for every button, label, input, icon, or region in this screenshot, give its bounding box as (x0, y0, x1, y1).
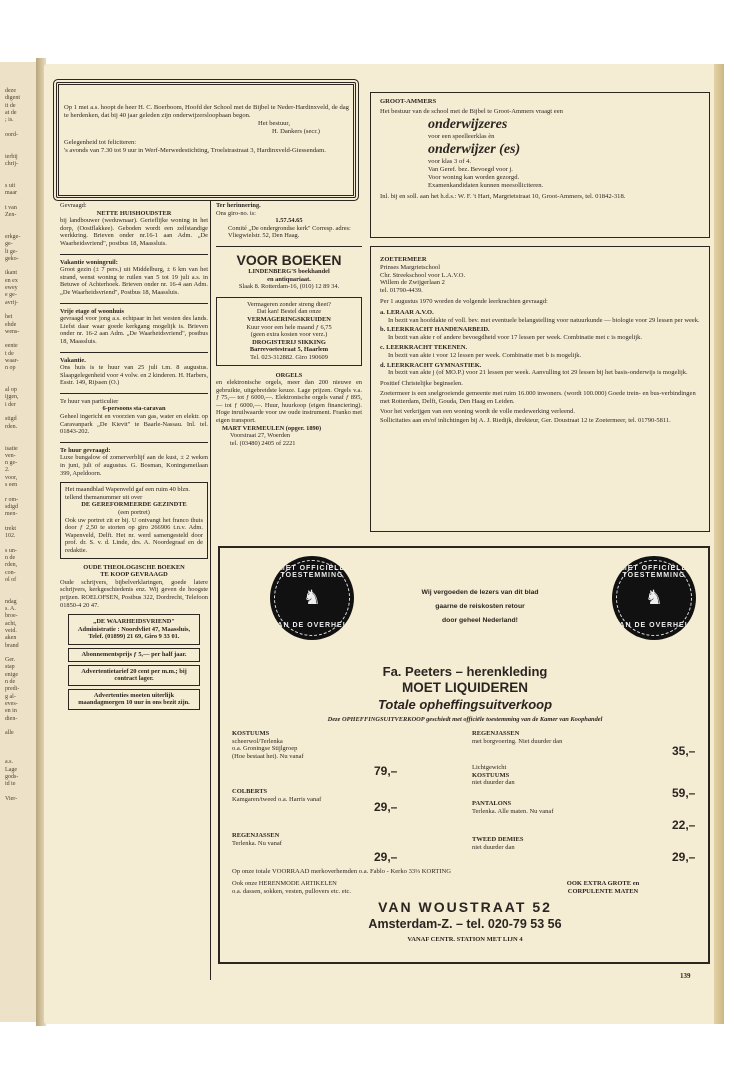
prev-page-fragment (0, 431, 39, 438)
books-shop: LINDENBERG'S boekhandel (248, 267, 330, 275)
prev-page-fragment: ierbij (5, 153, 18, 160)
vacancy-title: b. LEERKRACHT HANDENARBEID. (380, 326, 490, 334)
prev-page-fragment: n op (5, 365, 16, 372)
notice-sign2: H. Dankers (secr.) (272, 128, 320, 135)
prev-page-fragment (0, 745, 39, 752)
books-address: Slaak 8. Rotterdam-16, (010) 12 89 34. (238, 283, 340, 291)
prev-page-fragment (0, 438, 39, 445)
ad-body: Sollicitaties aan en/of inlichtingen bij A. J. Riedijk, direkteur, Ger. Doustraat 12 te Zoetermeer, tel. 01790-5811. (380, 417, 671, 425)
prev-page-fragment (0, 409, 39, 416)
prev-page-fragment: het (5, 314, 13, 321)
prev-page-fragment: en ex (5, 277, 18, 284)
prev-page-fragment: dien- (5, 715, 18, 722)
prev-page-fragment: n ge- (5, 460, 18, 467)
school-line: Prinses Margrietschool (380, 263, 440, 271)
prev-page-fragment: lt ge- (5, 248, 18, 255)
school-line: tel. 01790-4439. (380, 287, 423, 295)
shop-directions: VANAF CENTR. STATION MET LIJN 4 (407, 936, 523, 943)
school-line: Chr. Streekschool voor L.A.V.O. (380, 271, 466, 279)
prev-page-fragment: r om- (5, 496, 19, 503)
prev-page-fragment (0, 540, 39, 547)
previous-page-edge (0, 62, 40, 1022)
ad-body: Geheel ingericht en voorzien van gas, water en elektr. op Caravanpark „De Kievit" te Baarle-Nassau. Inl. tel. 01843-202. (60, 413, 208, 436)
prev-page-fragment: rden. (5, 423, 18, 430)
ad-body: Voor woning kan worden gezorgd. (428, 174, 520, 181)
ad-title: TE KOOP GEVRAAGD (100, 571, 168, 579)
subscription-box (68, 648, 200, 662)
prev-page-fragment: digent (5, 95, 20, 102)
ad-body: bij landbouwer (weduwnaar). Gerieflijke woning in het dorp, (Oostflakkee). Geboden wordt een zelfstandige werkkring. Brieven onder nr.16-1 aan Adm. „De Waarheidsvriend", postbus 18, Maassluis. (60, 217, 208, 247)
ad-body: Luxe bungalow of zomerverblijf aan de kust, ± 2 weken in juni, juli of augustus. G. Bosman, Koningsmeilaan 399, Apeldoorn. (60, 454, 208, 477)
ad-body: Het maandblad Wapenveld gaf een ruim 40 blzn. tellend themanummer uit over (65, 486, 191, 501)
adm-body: Administratie : Noordvliet 47, Maassluis, Telef. (01899) 21 69, Giro 9 33 01. (77, 625, 191, 641)
prev-page-fragment: n de (5, 555, 16, 561)
prev-page-fragment: con- (5, 569, 16, 576)
job-title-1: onderwijzeres (428, 117, 508, 132)
travel-refund (370, 586, 590, 628)
prev-page-fragment: sdigd (5, 503, 19, 510)
item-regenjassen-2 (232, 832, 432, 847)
price-pantalons: 22,– (672, 818, 696, 832)
column-rule (210, 200, 211, 980)
prev-page-fragment (0, 307, 39, 314)
divider (60, 442, 208, 443)
organs-title: ORGELS (275, 371, 303, 379)
official-permission-seal-right (612, 556, 696, 640)
prev-page-fragment (0, 176, 39, 183)
prev-page-fragment: gods- (5, 773, 19, 780)
prev-page-fragment: predi- (5, 686, 20, 693)
ad-phone: Tel. 023-312882. Giro 190609 (250, 353, 328, 361)
job-title-2: onderwijzer (es) (428, 142, 521, 157)
prev-page-fragment (0, 336, 39, 343)
accessories (232, 880, 462, 895)
item-title: TWEED DEMIES (472, 836, 524, 843)
prev-page-fragment: avrij- (5, 299, 18, 306)
prev-page-fragment: t van (5, 204, 17, 211)
ad-body: Zoetermeer is een snelgroeiende gemeente met ruim 16.000 inwoners. (wordt 100.000) Goede trein- en bus-verbindingen met Rotterdam, Delft, Gouda, Den Haag en Leiden. (380, 389, 696, 405)
prev-page-fragment: ijgen, (5, 394, 19, 401)
seal-text-top: MET OFFICIËLE TOESTEMMING (278, 565, 346, 579)
item-desc: scheerwol/Terlenka (232, 737, 283, 745)
prev-page-fragment: g al- (5, 693, 16, 700)
notice-gel2: 's avonds van 7.30 tot 9 uur in Werf-Merwedestichting, Troelstrastraat 3, Hardinxveld-Giessendam. (64, 147, 326, 154)
item-colberts (232, 788, 432, 803)
item-desc: Terlenka. Nu vanaf (232, 839, 282, 847)
notice-body: Op 1 mei a.s. hoopt de heer H. C. Boerboom, Hoofd der School met de Bijbel te Neder-Hardinxveld, de dag te herdenken, dat bij 40 jaar geleden zijn onderwijzersloopbaan begon. (64, 104, 349, 119)
prev-page-fragment: stigd (5, 416, 17, 423)
ad-label: Vakantie woningruil: (60, 258, 118, 266)
ad-footer: Inl. bij en soll. aan het h.d.s.: W. F. 't Hart, Margrietstraat 10, Groot-Ammers, tel. 01842-318. (380, 193, 626, 200)
item-desc: o.a. Groningse Stijlgroep (232, 745, 298, 753)
prev-page-fragment: s un- (5, 547, 17, 554)
ad-title: NETTE HUISHOUDSTER (96, 209, 172, 217)
prev-page-fragment: geko- (5, 255, 19, 262)
prev-page-fragment (0, 219, 39, 226)
vacancy-body: In bezit van akte i voor 12 lessen per week. Combinatie met b is mogelijk. (388, 351, 582, 359)
prev-page-fragment (0, 789, 39, 796)
accessories-line: Ook onze HERENMODE ARTIKELEN (232, 880, 337, 887)
prev-page-fragment (0, 380, 39, 387)
divider (216, 246, 362, 247)
item-title: KOSTUUMS (472, 771, 510, 779)
prev-page-fragment: men- (5, 511, 18, 518)
prev-page-fragment: waar- (5, 357, 19, 364)
shirts-discount: Op onze totale VOORRAAD merkoverhemden o.a. Fablo - Kerko 33⅓ KORTING (232, 868, 452, 875)
ad-body: voor klas 3 of 4. (428, 158, 472, 165)
prev-page-fragment: a.s. (5, 759, 13, 766)
prev-page-fragment: it de (5, 102, 16, 109)
prev-page-fragment: broe- (5, 613, 18, 620)
item-tweed-demies (472, 836, 672, 851)
prev-page-fragment: ol of (5, 576, 17, 583)
ad-body: Kuur voor een hele maand ƒ 6,75 (246, 323, 332, 331)
lion-icon: ♞ (303, 587, 321, 609)
refund-line: gaarne de reiskosten retour (435, 603, 525, 610)
price-tweed-demies: 29,– (672, 850, 696, 864)
prev-page-fragment: ehde (5, 321, 17, 328)
divider (60, 254, 208, 255)
prev-page-fragment: rden, (5, 562, 18, 569)
prev-page-fragment: wens- (5, 328, 20, 335)
item-desc: niet duurder dan (472, 843, 515, 851)
item-desc: Lichtgewicht (472, 764, 507, 771)
prev-page-fragment (0, 489, 39, 496)
ad-address: Barrevoetestraat 5, Haarlem (249, 346, 329, 354)
prev-page-fragment: en in (5, 708, 17, 715)
prev-page-fragment: al op (5, 387, 17, 394)
ad-intro: Het bestuur van de school met de Bijbel te Groot-Ammers vraagt een (380, 108, 563, 115)
ad-body: Ons giro-no. is: (216, 209, 256, 217)
vacancy-title: d. LEERKRACHT GYMNASTIEK. (380, 361, 482, 369)
prev-page-fragment (0, 591, 39, 598)
price-kostuums: 79,– (374, 764, 398, 778)
prev-page-fragment: ge- (5, 241, 13, 248)
item-title: REGENJASSEN (232, 832, 280, 839)
notice-sign1: Het bestuur, (258, 120, 290, 127)
prev-page-fragment: id te (5, 781, 16, 788)
prev-page-fragment (0, 723, 39, 730)
prev-page-fragment: ewey (5, 285, 18, 292)
seal-text-bottom: VAN DE OVERHEID (614, 622, 694, 629)
prev-page-fragment: ven- (5, 452, 16, 459)
ad-label: Vrije etage of woonhuis (60, 307, 124, 315)
divider (60, 393, 208, 394)
prev-page-fragment (0, 263, 39, 270)
shop-city-phone: Amsterdam-Z. – tel. 020-79 53 56 (368, 917, 562, 931)
lion-icon: ♞ (645, 587, 663, 609)
refund-line: Wij vergoeden de lezers van dit blad (421, 589, 539, 596)
prev-page-fragment (0, 227, 39, 234)
prev-page-fragment: eente (5, 343, 18, 350)
prev-page-fragment: ; is. (5, 117, 14, 124)
ad-body: Vermageren zonder streng dieet? (247, 300, 331, 308)
prev-page-fragment: e ge- (5, 292, 17, 299)
prev-page-fragment (0, 197, 39, 204)
prev-page-fragment: Lage (5, 766, 17, 773)
prev-page-fragment: acht, (5, 620, 17, 627)
price-light-kostuums: 59,– (672, 786, 696, 800)
prev-page-fragment: brand (5, 642, 19, 649)
prev-page-fragment (0, 168, 39, 175)
ad-place: ZOETERMEER (380, 256, 427, 263)
ad-intro: Per 1 augustus 1970 worden de volgende leerkrachten gevraagd: (380, 297, 548, 305)
ad-title: DE GEREFORMEERDE GEZINDTE (81, 501, 187, 509)
item-regenjassen (472, 730, 672, 745)
item-title: PANTALONS (472, 800, 512, 807)
deadline-box (68, 689, 200, 710)
peeters-heading: Fa. Peeters – herenkleding (382, 664, 548, 679)
ad-title: DROGISTERIJ SIKKING (252, 338, 326, 346)
prev-page-fragment: at de (5, 109, 17, 116)
page-edge-right (714, 64, 724, 1024)
liquidation-heading: MOET LIQUIDEREN (401, 680, 528, 695)
seal-text-bottom: VAN DE OVERHEID (272, 622, 352, 629)
prev-page-fragment: alle (5, 730, 14, 737)
ad-rate: Advertentietarief 20 cent per m.m.; bij contract lager. (81, 667, 187, 683)
ad-body: (geen extra kosten voor verz.) (250, 331, 328, 339)
prev-page-fragment (0, 650, 39, 657)
prev-page-fragment: i der (5, 401, 16, 408)
item-desc: (Hoe bestaat het). Nu vanaf (232, 752, 304, 760)
item-title: KOSTUUMS (232, 730, 270, 737)
prev-page-fragment: voor, (5, 474, 18, 481)
prev-page-fragment: Ger. (5, 657, 16, 664)
prev-page-fragment: 102. (5, 533, 16, 540)
slimming-ad (216, 297, 362, 366)
item-title: COLBERTS (232, 788, 268, 795)
vacancy-body: In bezit van akte j (of MO.P.) voor 21 lessen per week. Aanvulling tot 29 lessen bij het basis-onderwijs is mogelijk. (388, 369, 688, 377)
prev-page-fragment: erkge- (5, 233, 21, 240)
prev-page-fragment: ikant (5, 270, 17, 277)
subscription-price: Abonnementsprijs ƒ 5,— per half jaar. (81, 650, 187, 658)
prev-page-fragment: chrij- (5, 160, 18, 167)
administration-box (68, 614, 200, 645)
left-column (60, 202, 208, 713)
divider (60, 352, 208, 353)
prev-page-fragment: maar (5, 190, 17, 197)
prev-page-fragment (0, 519, 39, 526)
prev-page-fragment: s. A. (5, 606, 16, 613)
item-desc: met borgvoering. Niet duurder dan (472, 737, 563, 745)
item-title: REGENJASSEN (472, 730, 520, 737)
prev-page-fragment: Vier- (5, 795, 18, 802)
prev-page-fragment: Zen- (5, 212, 17, 219)
ad-title: OUDE THEOLOGISCHE BOEKEN (83, 563, 185, 571)
extra-sizes (508, 880, 698, 895)
ad-body: Ook uw portret zit er bij. U ontvangt het franco thuis door ƒ 2,50 te storten op giro 266906 t.n.v. Adm. Wapenveld, Delft. Het nr. werd samengesteld door prof. dr. S. v. d. Linde, drs. A. Noordegraaf en de redaktie. (65, 516, 203, 554)
wapenveld-ad (60, 482, 208, 558)
ad-place: GROOT-AMMERS (380, 98, 437, 105)
ad-label: Te huur van particulier (60, 397, 119, 405)
clearance-subline: Deze OPHEFFINGSUITVERKOOP geschiedt met officiële toestemming van de Kamer van Koophandel (327, 716, 603, 723)
prev-page-fragment (0, 737, 39, 744)
groot-ammers-content (380, 98, 702, 201)
ad-body: Dat kan! Bestel dan onze (256, 308, 322, 316)
official-permission-seal-left (270, 556, 354, 640)
ad-body: Van Geref. bez. Bevoegd voor j. (428, 166, 513, 173)
sizes-line: CORPULENTE MATEN (567, 887, 639, 895)
ad-label: Vakantie. (60, 356, 86, 364)
prev-page-fragment: eves- (5, 700, 18, 707)
prev-page-fragment: s een (5, 482, 18, 489)
adm-title: „DE WAARHEIDSVRIEND" (93, 618, 175, 626)
page-number: 139 (680, 972, 691, 980)
ad-body: Positief Christelijke beginselen. (380, 380, 463, 388)
vacancy-body: In bezit van akte r of andere bevoegdheid voor 17 lessen per week. Combinatie met c is mogelijk. (388, 334, 642, 342)
ad-rate-box (68, 665, 200, 686)
seal-text-top: MET OFFICIËLE TOESTEMMING (620, 565, 688, 579)
ad-body: Groot gezin (± 7 pers.) uit Middelburg, ± 6 km van het strand, wenst woning te ruilen van 5 tot 19 juli a.s. in Betuwe of Achterhoek. Brieven onder nr. 16-4 aan Adm. „De Waarheidsvriend", Postbus 18, Maassluis. (60, 266, 208, 296)
prev-page-fragment: enige (5, 671, 18, 678)
ad-label: Te huur gevraagd: (60, 446, 111, 454)
anniversary-notice (64, 104, 350, 155)
price-regenjassen-2: 29,– (374, 850, 398, 864)
vacancy-title: a. LERAAR A.V.O. (380, 308, 434, 316)
ad-body: Oude schrijvers, bijbelverklaringen, goede latere schrijvers, kerkgeschiedenis enz. Wij geven de hoogste prijzen. ROELOFSEN, Postbus 322, Dordrecht, Telefoon 01850-4 20 47. (60, 578, 208, 609)
prev-page-fragment (0, 373, 39, 380)
organs-body: en elektronische orgels, meer dan 200 nieuwe en gebruikte, uitgebreidste keuze. Lage prijzen. Orgels v.a. ƒ 75,— tot ƒ 6000,—. Elektronische orgels vanaf ƒ 895,— tot ƒ 6000,—. Huur, huurkoop (eigen financiering). Hoge inruilwaarde voor uw oude instrument. Franko met eigen transport. (216, 379, 362, 425)
prev-page-fragment: 2. (5, 467, 10, 474)
ad-label: Ter herinnering. (216, 202, 261, 209)
prev-page-fragment: s uit (5, 182, 16, 189)
ad-label: Gevraagd: (60, 202, 87, 209)
shop-address: VAN WOUSTRAAT 52 (378, 899, 552, 915)
prev-page-fragment: aken (5, 635, 17, 642)
prev-page-fragment: deze (5, 88, 16, 94)
books-shop2: en antiquariaat. (267, 275, 311, 283)
ad-body: voor een speelleerklas èn (428, 133, 495, 140)
prev-page-fragment (0, 752, 39, 759)
sizes-line: OOK EXTRA GROTE en (566, 880, 640, 887)
school-line: Willem de Zwijgerlaan 2 (380, 279, 445, 287)
prev-page-fragment: isatie (5, 445, 18, 452)
organs-phone: tel. (03480) 2405 of 2221 (230, 439, 296, 447)
prev-page-fragment: veid. (5, 627, 17, 634)
giro-number: 1.57.54.65 (275, 217, 303, 225)
ad-sub: (een portret) (118, 509, 150, 516)
price-regenjassen: 35,– (672, 744, 696, 758)
prev-page-fragment: n de (5, 679, 16, 686)
books-title: VOOR BOEKEN (236, 251, 342, 268)
refund-line: door geheel Nederland! (442, 617, 518, 624)
item-kostuums (232, 730, 432, 760)
ad-deadline: Advertenties moeten uiterlijk maandagmorgen 10 uur in ons bezit zijn. (78, 691, 190, 707)
ad-title: VERMAGERINGSKRUIDEN (247, 315, 331, 323)
prev-page-fragment: trekt (5, 525, 16, 532)
item-desc: niet duurder dan (472, 779, 515, 787)
price-colberts: 29,– (374, 800, 398, 814)
accessories-line: o.a. dassen, sokken, vesten, pullovers etc. etc. (232, 887, 351, 895)
prev-page-fragment (0, 139, 39, 146)
prev-page-fragment: oord- (5, 131, 18, 138)
middle-column (216, 202, 362, 447)
notice-gel1: Gelegenheid tot feliciteren: (64, 139, 137, 146)
clearance-heading: Totale opheffingsuitverkoop (377, 697, 553, 712)
ad-body: Comité „De ondergrondse kerk" Corresp. adres: Vliegwielstr. 52, Den Haag. (228, 224, 351, 240)
vacancy-body: In bezit van hoofdakte of voll. bev. met eventuele belangstelling voor natuurkunde — biologie voor 29 lessen per week. (388, 316, 700, 324)
divider (60, 303, 208, 304)
ad-title: 6-persoons sta-caravan (102, 405, 166, 413)
ad-body: Ons huis is te huur van 25 juli t.m. 8 augustus. Slaapgelegenheid voor 4 volw. en 2 kinderen. H. Harbers, Esstr. 149, Rijssen (O.) (60, 364, 208, 387)
item-pantalons (472, 800, 672, 815)
item-light-kostuums (472, 764, 672, 787)
ad-body: Voor het verkrijgen van een woning wordt de volle medewerking verleend. (380, 407, 575, 415)
zoetermeer-content (380, 256, 702, 425)
item-desc: Kamgaren/tweed o.a. Harris vanaf (232, 795, 322, 803)
ad-body: Examenkandidaten kunnen meesolliciteren. (428, 182, 544, 189)
prev-page-fragment (0, 584, 39, 591)
prev-page-fragment (0, 124, 39, 131)
organs-address: Voorstraat 27, Woerden (230, 432, 291, 440)
prev-page-fragment (0, 146, 39, 153)
item-desc: Terlenka. Alle maten. Nu vanaf (472, 807, 554, 815)
vacancy-title: c. LEERKRACHT TEKENEN. (380, 343, 468, 351)
prev-page-fragment: t de (5, 350, 14, 357)
ad-body: gevraagd voor jong a.s. echtpaar in het westen des lands. Liefst daar waar goede kerkgang mogelijk is. Brieven onder nr. 16-2 aan Adm. „De Waarheidsvriend", postbus 18, Maassluis. (60, 315, 208, 345)
prev-page-fragment: stap (5, 664, 15, 671)
prev-page-fragment: ndag (5, 598, 17, 605)
organs-name: MART VERMEULEN (opger. 1890) (222, 424, 322, 432)
